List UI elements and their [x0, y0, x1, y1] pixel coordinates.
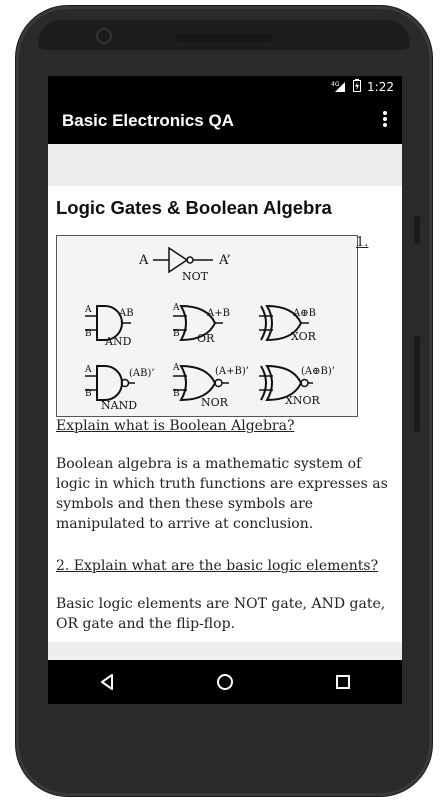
recents-icon[interactable] — [323, 662, 363, 702]
or-gate-label: OR — [197, 332, 215, 345]
back-icon[interactable] — [87, 662, 127, 702]
bottom-spacer — [48, 642, 402, 660]
clock: 1:22 — [367, 80, 394, 94]
status-bar — [48, 76, 402, 98]
question-1-link[interactable]: Explain what is Boolean Algebra? — [56, 418, 295, 434]
volume-button[interactable] — [414, 336, 420, 432]
svg-text:4G: 4G — [331, 80, 340, 88]
or-input-a: A — [173, 303, 180, 313]
nand-output-label: (AB)’ — [129, 368, 155, 379]
navigation-bar — [48, 660, 402, 704]
answer-2-text: Basic logic elements are NOT gate, AND gate, OR gate and the flip-flop. — [56, 596, 386, 632]
nand-gate-label: NAND — [101, 399, 138, 412]
question-2-link[interactable]: 2. Explain what are the basic logic elements? — [56, 558, 379, 574]
nor-input-a: A — [173, 363, 180, 373]
question-number-marker[interactable]: 1. — [356, 235, 369, 250]
nand-input-b: B — [85, 389, 92, 399]
front-camera — [96, 28, 112, 44]
nand-input-a: A — [85, 365, 92, 375]
top-spacer — [48, 144, 402, 186]
and-output-label: AB — [119, 308, 134, 319]
or-input-b: B — [173, 329, 180, 339]
nor-input-b: B — [173, 389, 180, 399]
xnor-gate-label: XNOR — [285, 394, 320, 407]
xor-output-label: A⊕B — [293, 308, 316, 319]
power-button[interactable] — [414, 216, 420, 244]
not-gate-label: NOT — [182, 270, 208, 283]
not-input-label: A — [139, 253, 149, 268]
signal-icon — [331, 80, 347, 95]
page-title: Logic Gates & Boolean Algebra — [56, 197, 332, 218]
figure-row — [56, 235, 394, 417]
content-area — [48, 197, 402, 634]
nor-gate-label: NOR — [201, 396, 228, 409]
and-input-b: B — [85, 329, 92, 339]
overflow-menu-icon[interactable] — [380, 111, 390, 131]
xnor-output-label: (A⊕B)’ — [301, 366, 335, 377]
app-title: Basic Electronics QA — [62, 111, 234, 130]
xor-gate-label: XOR — [291, 330, 316, 343]
earpiece-speaker — [176, 34, 272, 42]
nor-output-label: (A+B)’ — [215, 366, 249, 377]
or-output-label: A+B — [207, 308, 230, 319]
and-gate-label: AND — [105, 335, 132, 348]
not-output-label: A’ — [219, 253, 231, 268]
battery-icon — [353, 79, 361, 95]
answer-1-text: Boolean algebra is a mathematic system of logic in which truth functions are expresses as symbols and then these symbols are manipulated to arrive at conclusion. — [56, 456, 388, 532]
logic-gates-figure — [56, 235, 358, 417]
home-icon[interactable] — [205, 662, 245, 702]
device-screen — [48, 76, 402, 704]
app-bar — [48, 98, 402, 144]
and-input-a: A — [85, 305, 92, 315]
